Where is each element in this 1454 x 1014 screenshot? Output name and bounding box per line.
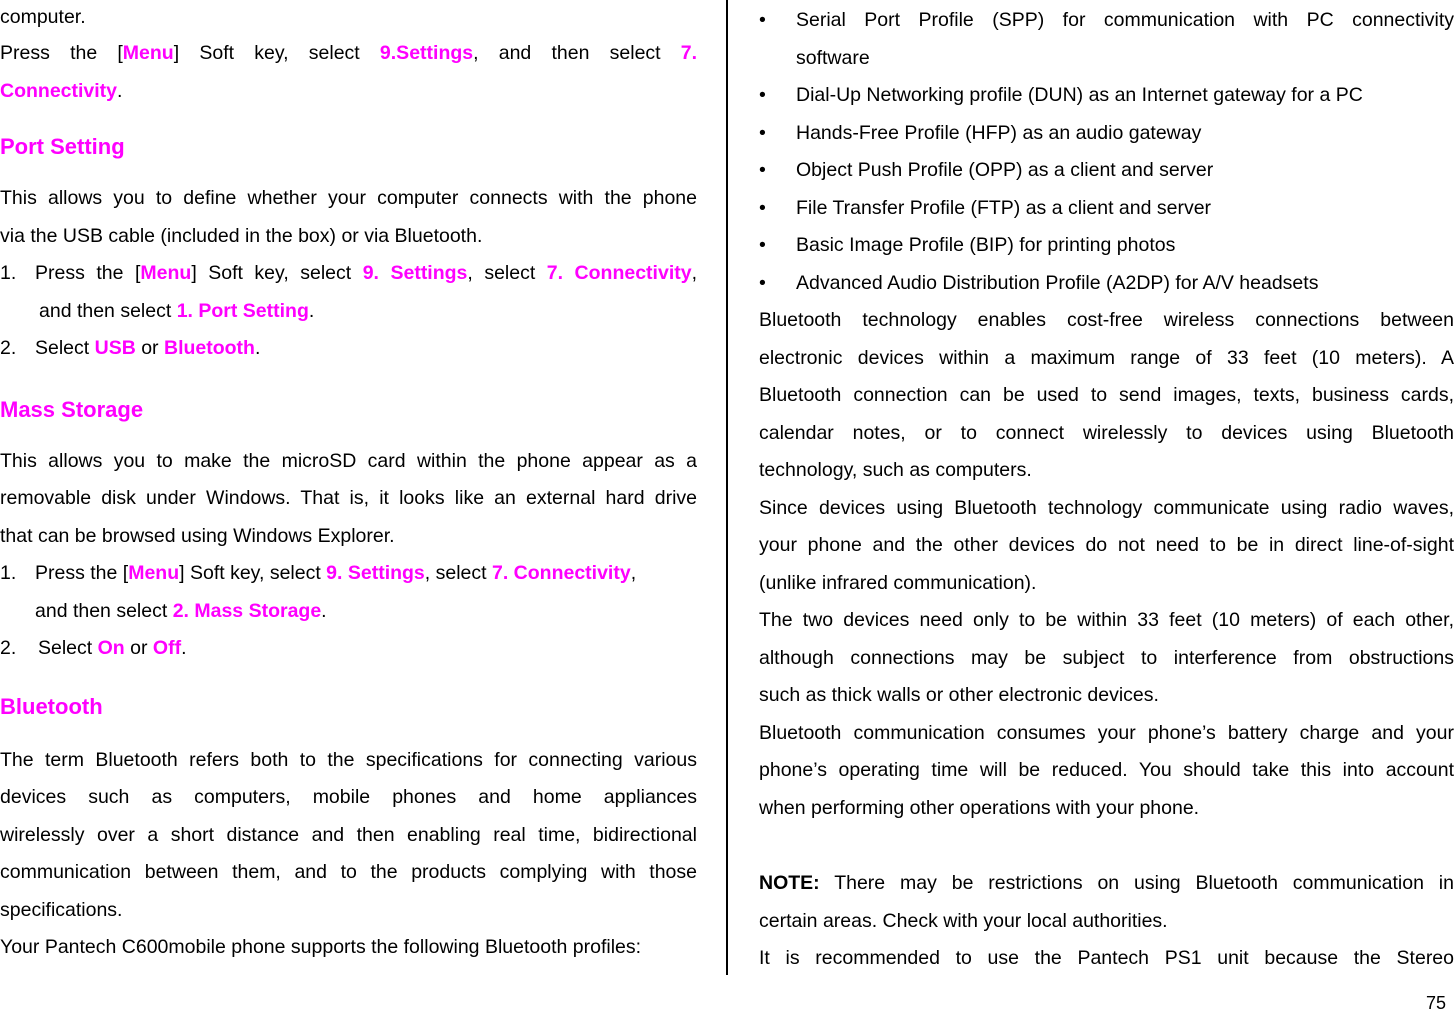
bluetooth-heading: Bluetooth bbox=[0, 693, 103, 719]
port-setting-body bbox=[0, 180, 697, 368]
paragraph-line: such as thick walls or other electronic devices. bbox=[759, 684, 1159, 706]
port-body-line: via the USB cable (included in the box) or via Bluetooth. bbox=[0, 224, 483, 247]
paragraph-line: calendar notes, or to connect wirelessly to devices using Bluetooth bbox=[759, 421, 1454, 444]
intro-line-1: computer. bbox=[0, 6, 86, 28]
list-item: • File Transfer Profile (FTP) as a client and server bbox=[759, 190, 1454, 228]
list-item: • Advanced Audio Distribution Profile (A2DP) for A/V headsets bbox=[759, 265, 1454, 303]
paragraph-range bbox=[759, 302, 1454, 490]
intro-line-3: Connectivity. bbox=[0, 80, 123, 102]
port-step-1: 1. Press the [Menu] Soft key, select 9. Settings, select 7. Connectivity, and then select 1. Port Setting. bbox=[0, 262, 697, 322]
paragraph-line: technology, such as computers. bbox=[759, 459, 1032, 481]
paragraph-distance bbox=[759, 602, 1454, 715]
closing-line: It is recommended to use the Pantech PS1 unit because the Stereo bbox=[759, 947, 1454, 969]
port-setting-heading: Port Setting bbox=[0, 134, 125, 159]
mass-step-2: 2. Select On or Off. bbox=[0, 637, 187, 659]
profile-list bbox=[759, 0, 1454, 302]
port-step-2: 2. Select USB or Bluetooth. bbox=[0, 337, 261, 359]
page-number: 75 bbox=[1425, 993, 1446, 1013]
paragraph-battery bbox=[759, 715, 1454, 828]
paragraph-line: (unlike infrared communication). bbox=[759, 571, 1037, 594]
note-line: NOTE: There may be restrictions on using Bluetooth communication in bbox=[759, 872, 1454, 894]
port-body-line: This allows you to define whether your computer connects with the phone bbox=[0, 187, 697, 209]
right-column bbox=[759, 0, 1454, 978]
intro-line-2: Press the [Menu] Soft key, select 9.Settings, and then select 7. bbox=[0, 42, 698, 64]
list-item: • Basic Image Profile (BIP) for printing photos bbox=[759, 227, 1454, 265]
paragraph-line: when performing other operations with your phone. bbox=[759, 796, 1200, 819]
note-line: certain areas. Check with your local authorities. bbox=[759, 909, 1168, 932]
list-item: • Object Push Profile (OPP) as a client and server bbox=[759, 152, 1454, 190]
paragraph-line: Bluetooth connection can be used to send images, texts, business cards, bbox=[759, 384, 1454, 406]
paragraph-line: phone’s operating time will be reduced. You should take this into account bbox=[759, 759, 1454, 781]
bluetooth-body bbox=[0, 742, 697, 967]
bluetooth-body-line: wirelessly over a short distance and then enabling real time, bidirectional bbox=[0, 823, 697, 846]
paragraph-line: although connections may be subject to interference from obstructions bbox=[759, 646, 1454, 669]
list-item: • Dial-Up Networking profile (DUN) as an Internet gateway for a PC bbox=[759, 77, 1454, 115]
note-block bbox=[759, 865, 1454, 940]
bluetooth-body-line: communication between them, and to the products complying with those bbox=[0, 861, 697, 883]
paragraph-line: The two devices need only to be within 33 feet (10 meters) of each other, bbox=[759, 609, 1454, 631]
bluetooth-body-line: Your Pantech C600mobile phone supports the following Bluetooth profiles: bbox=[0, 936, 642, 958]
bluetooth-body-line: devices such as computers, mobile phones and home appliances bbox=[0, 786, 697, 808]
paragraph-line: your phone and the other devices do not need to be in direct line-of-sight bbox=[759, 534, 1454, 556]
paragraph-line: Bluetooth technology enables cost-free wireless connections between bbox=[759, 309, 1454, 331]
paragraph-line: Since devices using Bluetooth technology communicate using radio waves, bbox=[759, 496, 1454, 519]
list-item: • Hands-Free Profile (HFP) as an audio gateway bbox=[759, 115, 1454, 153]
mass-storage-heading: Mass Storage bbox=[0, 396, 144, 422]
mass-body-line: that can be browsed using Windows Explorer. bbox=[0, 524, 395, 547]
mass-body-line: removable disk under Windows. That is, it looks like an external hard drive bbox=[0, 487, 697, 509]
left-column bbox=[0, 0, 697, 967]
bluetooth-body-line: specifications. bbox=[0, 898, 123, 921]
paragraph-line: electronic devices within a maximum range of 33 feet (10 meters). A bbox=[759, 346, 1454, 369]
bluetooth-body-line: The term Bluetooth refers both to the specifications for connecting various bbox=[0, 748, 697, 771]
list-item: • Serial Port Profile (SPP) for communication with PC connectivity software bbox=[759, 2, 1454, 77]
mass-body-line: This allows you to make the microSD card within the phone appear as a bbox=[0, 449, 697, 472]
mass-storage-body bbox=[0, 443, 697, 668]
paragraph-line: Bluetooth communication consumes your phone’s battery charge and your bbox=[759, 721, 1454, 744]
mass-step-1: 1. Press the [Menu] Soft key, select 9. Settings, select 7. Connectivity, and then select 2. Mass Storage. bbox=[0, 562, 637, 622]
paragraph-radio-waves bbox=[759, 490, 1454, 603]
column-divider bbox=[726, 0, 728, 975]
